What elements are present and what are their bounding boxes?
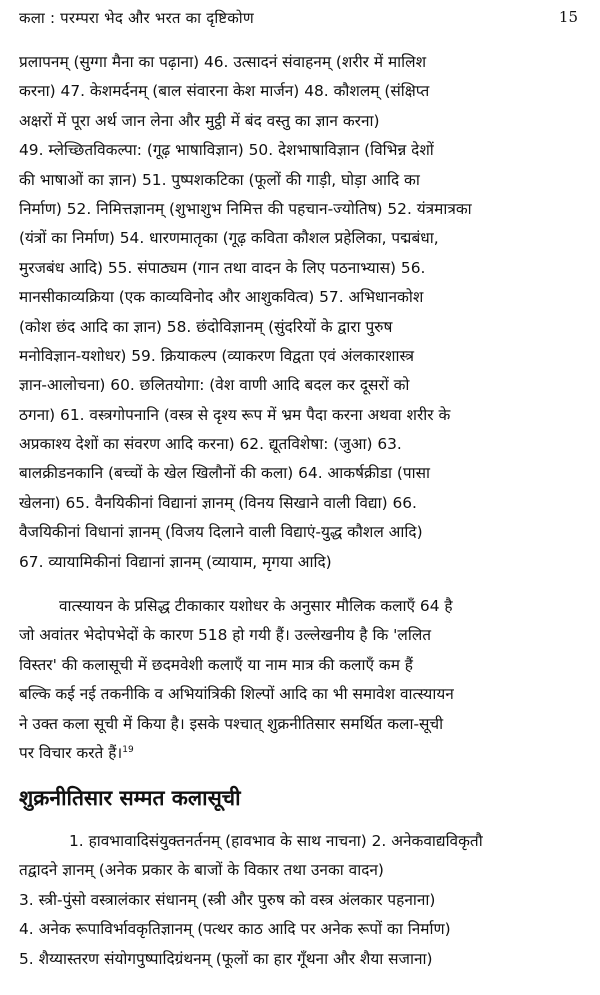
text-line: (यंत्रों का निर्माण) 54. धारणमातृका (गूढ़ कविता कौशल प्रहेलिका, पद्मबंधा, xyxy=(19,229,439,248)
text-line: ने उक्त कला सूची में किया है। इसके पश्चात् शुक्रनीतिसार समर्थित कला-सूची xyxy=(19,714,444,733)
shukraniti-kala-list xyxy=(19,827,582,974)
text-line: बल्कि कई नई तकनीकि व अभियांत्रिकी शिल्पों आदि का भी समावेश वात्स्यायन xyxy=(19,685,454,704)
text-line: जो अवांतर भेदोपभेदों के कारण 518 हो गयी हैं। उल्लेखनीय है कि 'ललित xyxy=(19,626,432,645)
footnote-reference: 19 xyxy=(122,744,134,755)
text-line: ज्ञान-आलोचना) 60. छलितयोगा: (वेश वाणी आदि बदल कर दूसरों को xyxy=(19,376,410,395)
text-line: मनोविज्ञान-यशोधर) 59. क्रियाकल्प (व्याकरण विद्वता एवं अंलकारशास्त्र xyxy=(19,346,414,365)
text-line: खेलना) 65. वैनयिकीनां विद्यानां ज्ञानम् (विनय सिखाने वाली विद्या) 66. xyxy=(19,493,417,512)
text-line: बालक्रीडनकानि (बच्चों के खेल खिलौनों की कला) 64. आकर्षक्रीडा (पासा xyxy=(19,464,431,483)
kala-list-paragraph xyxy=(19,48,582,577)
text-line: वैजयिकीनां विधानां ज्ञानम् (विजय दिलाने वाली विद्याएं-युद्ध कौशल आदि) xyxy=(19,523,423,542)
text-line-with-footnote xyxy=(19,739,582,768)
list-line: तद्वादने ज्ञानम् (अनेक प्रकार के बाजों के विकार तथा उनका वादन) xyxy=(19,861,384,880)
section-heading: शुक्रनीतिसार सम्मत कलासूची xyxy=(19,786,241,810)
text-line: ठगना) 61. वस्त्रगोपनानि (वस्त्र से दृश्य रूप में भ्रम पैदा करना अथवा शरीर के xyxy=(19,405,451,424)
list-line: 3. स्त्री-पुंसो वस्त्रालंकार संधानम् (स्त्री और पुरुष को वस्त्र अंलकार पहनाना) xyxy=(19,890,436,909)
text-line: 49. म्लेच्छितविकल्पा: (गूढ़ भाषाविज्ञान) 50. देशभाषाविज्ञान (विभिन्न देशों xyxy=(19,141,434,160)
text-line: अप्रकाश्य देशों का संवरण आदि करना) 62. द्यूतविशेषा: (जुआ) 63. xyxy=(19,435,402,454)
text-line: (कोश छंद आदि का ज्ञान) 58. छंदोविज्ञानम् (सुंदरियों के द्वारा पुरुष xyxy=(19,317,393,336)
text-line: की भाषाओं का ज्ञान) 51. पुष्पशकटिका (फूलों की गाड़ी, घोड़ा आदि का xyxy=(19,170,420,189)
text-line: 67. व्यायामिकीनां विद्यानां ज्ञानम् (व्यायाम, मृगया आदि) xyxy=(19,552,332,571)
text-line: प्रलापनम् (सुग्गा मैना का पढ़ाना) 46. उत्सादनं संवाहनम् (शरीर में मालिश xyxy=(19,53,427,71)
list-line: 4. अनेक रूपाविर्भावकृतिज्ञानम् (पत्थर काठ आदि पर अनेक रूपों का निर्माण) xyxy=(19,920,451,939)
text-line: वात्स्यायन के प्रसिद्ध टीकाकार यशोधर के अनुसार मौलिक कलाएँ 64 है xyxy=(59,597,453,615)
text-line: अक्षरों में पूरा अर्थ जान लेना और मुट्ठी में बंद वस्तु का ज्ञान करना) xyxy=(19,111,380,130)
running-header-title: कला : परम्परा भेद और भरत का दृष्टिकोण xyxy=(19,9,254,27)
text-line: विस्तर' की कलासूची में छदमवेशी कलाएँ या नाम मात्र की कलाएँ कम हैं xyxy=(19,655,413,674)
text-fragment: पर विचार करते हैं। xyxy=(19,743,123,762)
page-number: 15 xyxy=(558,8,578,26)
text-line: मानसीकाव्यक्रिया (एक काव्यविनोद और आशुकवित्व) 57. अभिधानकोश xyxy=(19,288,424,307)
list-line: 5. शैय्यास्तरण संयोगपुष्पादिग्रंथनम् (फूलों का हार गूँथना और शैया सजाना) xyxy=(19,949,433,968)
text-line: मुरजबंध आदि) 55. संपाठ्यम (गान तथा वादन के लिए पठनाभ्यास) 56. xyxy=(19,258,426,277)
text-line: करना) 47. केशमर्दनम् (बाल संवारना केश मार्जन) 48. कौशलम् (संक्षिप्त xyxy=(19,82,430,101)
text-line: निर्माण) 52. निमित्तज्ञानम् (शुभाशुभ निमित्त की पहचान-ज्योतिष) 52. यंत्रमात्रका xyxy=(19,199,472,218)
yashodhar-paragraph xyxy=(19,592,582,768)
list-line: 1. हावभावादिसंयुक्तनर्तनम् (हावभाव के साथ नाचना) 2. अनेकवाद्यविकृतौ xyxy=(69,832,483,850)
